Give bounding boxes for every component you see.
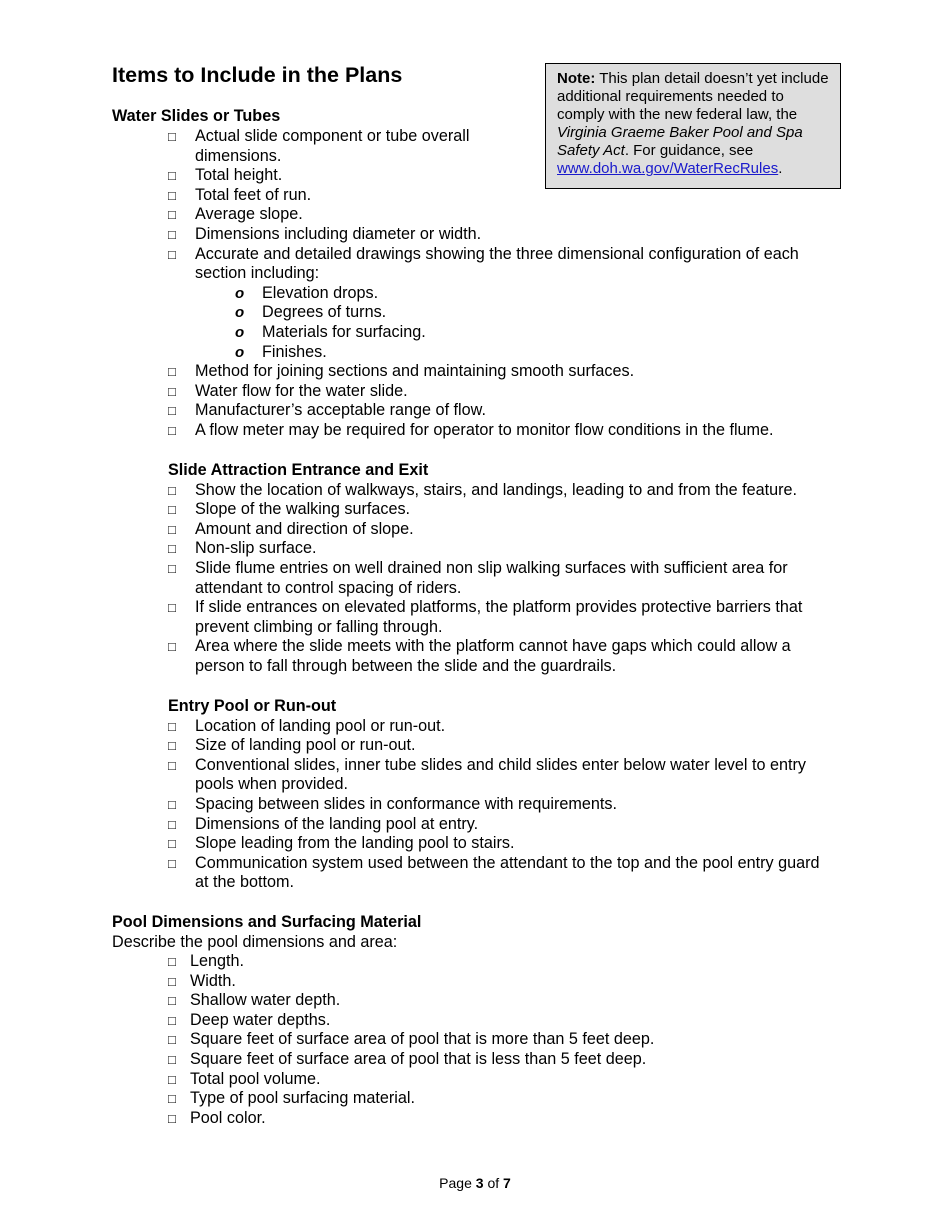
checkbox-icon: □: [168, 757, 176, 773]
list-item: □ Shallow water depth.: [168, 991, 341, 1010]
section-heading: Entry Pool or Run-out: [168, 697, 337, 715]
list-item: □ Method for joining sections and maintaining smooth surfaces.: [168, 362, 635, 381]
water-slides-list: [168, 127, 840, 441]
checkbox-icon: □: [168, 1071, 176, 1087]
water-slides-list-wrap: [168, 127, 840, 441]
checkbox-icon: □: [168, 639, 176, 655]
sub-list-item: o Materials for surfacing.: [235, 322, 426, 341]
list-item: □ Dimensions including diameter or width.: [168, 224, 482, 243]
note-law-name: Virginia Graeme Baker Pool and Spa Safety Act: [557, 124, 803, 160]
list-item: □ Dimensions of the landing pool at entry.: [168, 814, 479, 833]
sub-list-item: o Elevation drops.: [235, 283, 379, 302]
pool-dimensions-list: [168, 952, 808, 1128]
entrance-exit-list: [168, 481, 840, 677]
list-item: □ Non-slip surface.: [168, 539, 317, 558]
list-item: □ Slope of the walking surfaces.: [168, 500, 411, 519]
checkbox-icon: □: [168, 738, 176, 754]
note-text-1: This plan detail doesn’t yet include additional requirements needed to comply with the new federal law, the: [557, 70, 829, 124]
list-item: □ Slope leading from the landing pool to stairs.: [168, 834, 515, 853]
list-item: □ Square feet of surface area of pool that is more than 5 feet deep.: [168, 1030, 655, 1049]
list-item: □ Communication system used between the attendant to the top and the pool entry guard at the bottom.: [168, 853, 820, 892]
checkbox-icon: □: [168, 1110, 176, 1126]
bullet-icon: o: [235, 304, 245, 322]
list-item: □ Square feet of surface area of pool that is less than 5 feet deep.: [168, 1049, 647, 1068]
section-heading: Water Slides or Tubes: [112, 107, 281, 125]
footer-prefix: Page: [439, 1175, 476, 1191]
list-item: □ Location of landing pool or run-out.: [168, 716, 446, 735]
list-item: □ Conventional slides, inner tube slides and child slides enter below water level to entry pools when provided.: [168, 755, 806, 794]
section-water-slides: [112, 107, 280, 127]
checkbox-icon: □: [168, 1091, 176, 1107]
section-heading: Pool Dimensions and Surfacing Material: [112, 913, 422, 931]
list-item: □ Accurate and detailed drawings showing the three dimensional configuration of each section including: o Elevation drops. o Degrees of turns. o Materials for surfacing. o Finishes.: [168, 245, 840, 363]
sub-list-item: o Finishes.: [235, 342, 327, 361]
list-item: □ Show the location of walkways, stairs, and landings, leading to and from the feature.: [168, 480, 797, 499]
checkbox-icon: □: [168, 816, 176, 832]
checkbox-icon: □: [168, 403, 176, 419]
checkbox-icon: □: [168, 796, 176, 812]
list-item: □ Area where the slide meets with the platform cannot have gaps which could allow a person to fall through between the slide and the guardrails.: [168, 637, 791, 675]
list-item: □ Pool color.: [168, 1108, 266, 1127]
checkbox-icon: □: [168, 482, 176, 498]
page-footer: [0, 1174, 950, 1194]
checkbox-icon: □: [168, 718, 176, 734]
pool-dimensions-list-wrap: [168, 952, 808, 1128]
list-item: □ Total height.: [168, 166, 283, 185]
list-item: □ A flow meter may be required for operator to monitor flow conditions in the flume.: [168, 420, 774, 439]
checkbox-icon: □: [168, 246, 176, 262]
footer-mid: of: [483, 1175, 504, 1191]
checkbox-icon: □: [168, 836, 176, 852]
list-item: □ Water flow for the water slide.: [168, 381, 408, 400]
sub-list-item: o Degrees of turns.: [235, 303, 387, 322]
list-item: □ Total feet of run.: [168, 185, 312, 204]
checkbox-icon: □: [168, 1051, 176, 1067]
list-item: □ Total pool volume.: [168, 1069, 321, 1088]
checkbox-icon: □: [168, 954, 176, 969]
checkbox-icon: □: [168, 168, 176, 184]
checkbox-icon: □: [168, 855, 176, 871]
page-title: Items to Include in the Plans: [112, 63, 403, 87]
current-page-number: 3: [475, 1175, 484, 1191]
sub-list: [195, 284, 840, 362]
list-item: □ Average slope.: [168, 205, 303, 224]
checkbox-icon: □: [168, 383, 176, 399]
list-item: □ Amount and direction of slope.: [168, 519, 414, 538]
bullet-icon: o: [235, 343, 245, 361]
list-item: □ Size of landing pool or run-out.: [168, 736, 416, 755]
total-page-number: 7: [503, 1175, 511, 1191]
bullet-icon: o: [235, 323, 245, 341]
list-item: □ Spacing between slides in conformance with requirements.: [168, 794, 617, 813]
bullet-icon: o: [235, 284, 245, 302]
checkbox-icon: □: [168, 973, 176, 989]
section-pool-dimensions: [112, 913, 812, 952]
checkbox-icon: □: [168, 187, 176, 203]
checkbox-icon: □: [168, 129, 176, 144]
list-item: □ Actual slide component or tube overall dimensions.: [168, 127, 470, 165]
checkbox-icon: □: [168, 521, 176, 537]
list-item: □ Length.: [168, 952, 245, 970]
checkbox-icon: □: [168, 364, 176, 380]
checkbox-icon: □: [168, 541, 176, 557]
section-entrance-exit: [168, 461, 840, 677]
entry-pool-list: [168, 717, 828, 893]
checkbox-icon: □: [168, 560, 176, 576]
checkbox-icon: □: [168, 600, 176, 616]
checkbox-icon: □: [168, 207, 176, 223]
checkbox-icon: □: [168, 502, 176, 518]
note-text-2: . For guidance, see: [624, 142, 754, 160]
checkbox-icon: □: [168, 422, 176, 438]
list-item: □ If slide entrances on elevated platforms, the platform provides protective barriers that prevent climbing or falling through.: [168, 598, 803, 636]
checkbox-icon: □: [168, 1012, 176, 1028]
list-item: □ Type of pool surfacing material.: [168, 1089, 415, 1108]
list-item: □ Deep water depths.: [168, 1010, 331, 1029]
checkbox-icon: □: [168, 1032, 176, 1048]
section-entry-pool: [168, 697, 828, 893]
note-label: Note:: [557, 70, 596, 87]
list-item: □ Slide flume entries on well drained non slip walking surfaces with sufficient area for attendant to control spacing of riders.: [168, 558, 788, 597]
checkbox-icon: □: [168, 993, 176, 1009]
section-heading: Slide Attraction Entrance and Exit: [168, 461, 429, 479]
water-rec-rules-link[interactable]: www.doh.wa.gov/WaterRecRules: [557, 160, 779, 178]
list-item: □ Width.: [168, 971, 236, 990]
note-end: .: [778, 160, 783, 178]
section-intro: Describe the pool dimensions and area:: [112, 932, 398, 951]
list-item: □ Manufacturer’s acceptable range of flow.: [168, 401, 486, 420]
checkbox-icon: □: [168, 226, 176, 242]
